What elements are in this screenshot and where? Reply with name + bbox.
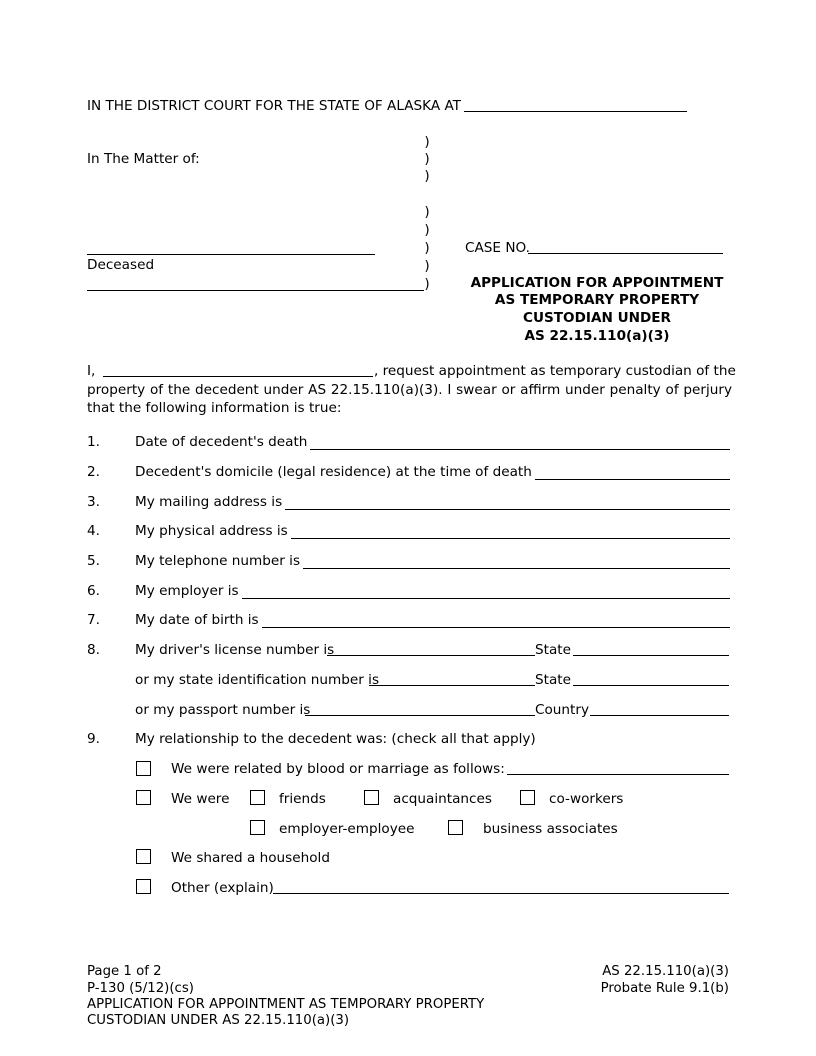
other-label: Other (explain) — [171, 880, 274, 896]
household-checkbox[interactable] — [136, 849, 151, 864]
friends-label: friends — [279, 791, 326, 807]
footer-rule: Probate Rule 9.1(b) — [600, 981, 729, 996]
item-label: Date of decedent's death — [135, 434, 308, 450]
item-label: My physical address is — [135, 523, 288, 539]
case-no-field[interactable] — [528, 253, 723, 254]
relationship-label: My relationship to the decedent was: (check all that apply) — [135, 731, 536, 747]
item-label: Decedent's domicile (legal residence) at the time of death — [135, 464, 532, 480]
dob-field[interactable] — [262, 614, 730, 628]
paren: ) — [424, 168, 430, 184]
court-location-field[interactable] — [464, 111, 687, 112]
paren: ) — [424, 240, 430, 256]
form-title-line2: AS TEMPORARY PROPERTY — [494, 292, 700, 308]
case-no-label: CASE NO. — [465, 240, 530, 256]
physical-address-field[interactable] — [291, 525, 730, 539]
item-number: 4. — [87, 523, 100, 539]
state-id-label: or my state identification number is — [135, 672, 380, 688]
employer-field[interactable] — [242, 585, 730, 599]
country-field[interactable] — [590, 715, 729, 716]
employer-employee-checkbox[interactable] — [250, 820, 265, 835]
business-associates-checkbox[interactable] — [448, 820, 463, 835]
footer-title-1: APPLICATION FOR APPOINTMENT AS TEMPORARY PROPERTY — [87, 997, 485, 1012]
related-explain-field[interactable] — [507, 774, 729, 775]
id-state-label: State — [535, 672, 571, 688]
dl-state-field[interactable] — [573, 655, 729, 656]
item-label: My employer is — [135, 583, 239, 599]
acquaintances-checkbox[interactable] — [364, 790, 379, 805]
intro-text-1: , request appointment as temporary custodian of the — [374, 363, 736, 379]
paren: ) — [424, 151, 430, 167]
paren: ) — [424, 258, 430, 274]
paren: ) — [424, 222, 430, 238]
acquaintances-label: acquaintances — [393, 791, 492, 807]
form-title-line4: AS 22.15.110(a)(3) — [524, 328, 670, 344]
item-number: 3. — [87, 494, 100, 510]
item-label: My telephone number is — [135, 553, 301, 569]
dl-state-label: State — [535, 642, 571, 658]
drivers-license-field[interactable] — [327, 655, 535, 656]
item-number: 9. — [87, 731, 100, 747]
applicant-name-field[interactable] — [103, 376, 373, 377]
item-number: 5. — [87, 553, 100, 569]
footer-title-2: CUSTODIAN UNDER AS 22.15.110(a)(3) — [87, 1013, 350, 1028]
item-physical — [135, 523, 730, 539]
paren: ) — [424, 276, 430, 292]
deceased-line-2[interactable] — [87, 290, 424, 291]
coworkers-checkbox[interactable] — [520, 790, 535, 805]
passport-field[interactable] — [305, 715, 535, 716]
deceased-label: Deceased — [87, 257, 155, 273]
footer-form-number: P-130 (5/12)(cs) — [87, 981, 194, 996]
other-explain-field[interactable] — [273, 893, 729, 894]
intro-text-2: property of the decedent under AS 22.15.110(a)(3). I swear or affirm under penalty of perjury that the following information is true: — [87, 382, 732, 416]
household-label: We shared a household — [171, 850, 330, 866]
item-domicile — [135, 464, 730, 480]
item-number: 6. — [87, 583, 100, 599]
state-id-field[interactable] — [369, 685, 535, 686]
telephone-field[interactable] — [303, 555, 730, 569]
mailing-address-field[interactable] — [285, 496, 730, 510]
we-were-label: We were — [171, 791, 230, 807]
matter-label: In The Matter of: — [87, 151, 200, 167]
domicile-field[interactable] — [535, 466, 730, 480]
item-number: 7. — [87, 612, 100, 628]
item-number: 2. — [87, 464, 100, 480]
passport-label: or my passport number is — [135, 702, 311, 718]
item-employer — [135, 583, 730, 599]
business-associates-label: business associates — [483, 821, 618, 837]
drivers-license-label: My driver's license number is — [135, 642, 335, 658]
footer-statute: AS 22.15.110(a)(3) — [602, 964, 729, 979]
intro-prefix: I, — [87, 363, 96, 379]
item-label: My date of birth is — [135, 612, 259, 628]
item-label: My mailing address is — [135, 494, 283, 510]
related-label: We were related by blood or marriage as follows: — [171, 761, 505, 777]
coworkers-label: co-workers — [549, 791, 624, 807]
footer-page: Page 1 of 2 — [87, 964, 162, 979]
item-number: 1. — [87, 434, 100, 450]
item-number: 8. — [87, 642, 100, 658]
we-were-checkbox[interactable] — [136, 790, 151, 805]
court-heading: IN THE DISTRICT COURT FOR THE STATE OF ALASKA AT — [87, 98, 461, 114]
other-checkbox[interactable] — [136, 879, 151, 894]
employer-employee-label: employer-employee — [279, 821, 415, 837]
paren: ) — [424, 134, 430, 150]
item-dob — [135, 612, 730, 628]
form-title-line1: APPLICATION FOR APPOINTMENT — [470, 275, 724, 291]
item-death-date — [135, 434, 730, 450]
friends-checkbox[interactable] — [250, 790, 265, 805]
item-telephone — [135, 553, 730, 569]
form-title-line3: CUSTODIAN UNDER — [522, 310, 672, 326]
deceased-name-field[interactable] — [87, 254, 375, 255]
id-state-field[interactable] — [573, 685, 729, 686]
related-checkbox[interactable] — [136, 761, 151, 776]
item-mailing — [135, 494, 730, 510]
paren: ) — [424, 204, 430, 220]
death-date-field[interactable] — [310, 436, 730, 450]
country-label: Country — [535, 702, 590, 718]
